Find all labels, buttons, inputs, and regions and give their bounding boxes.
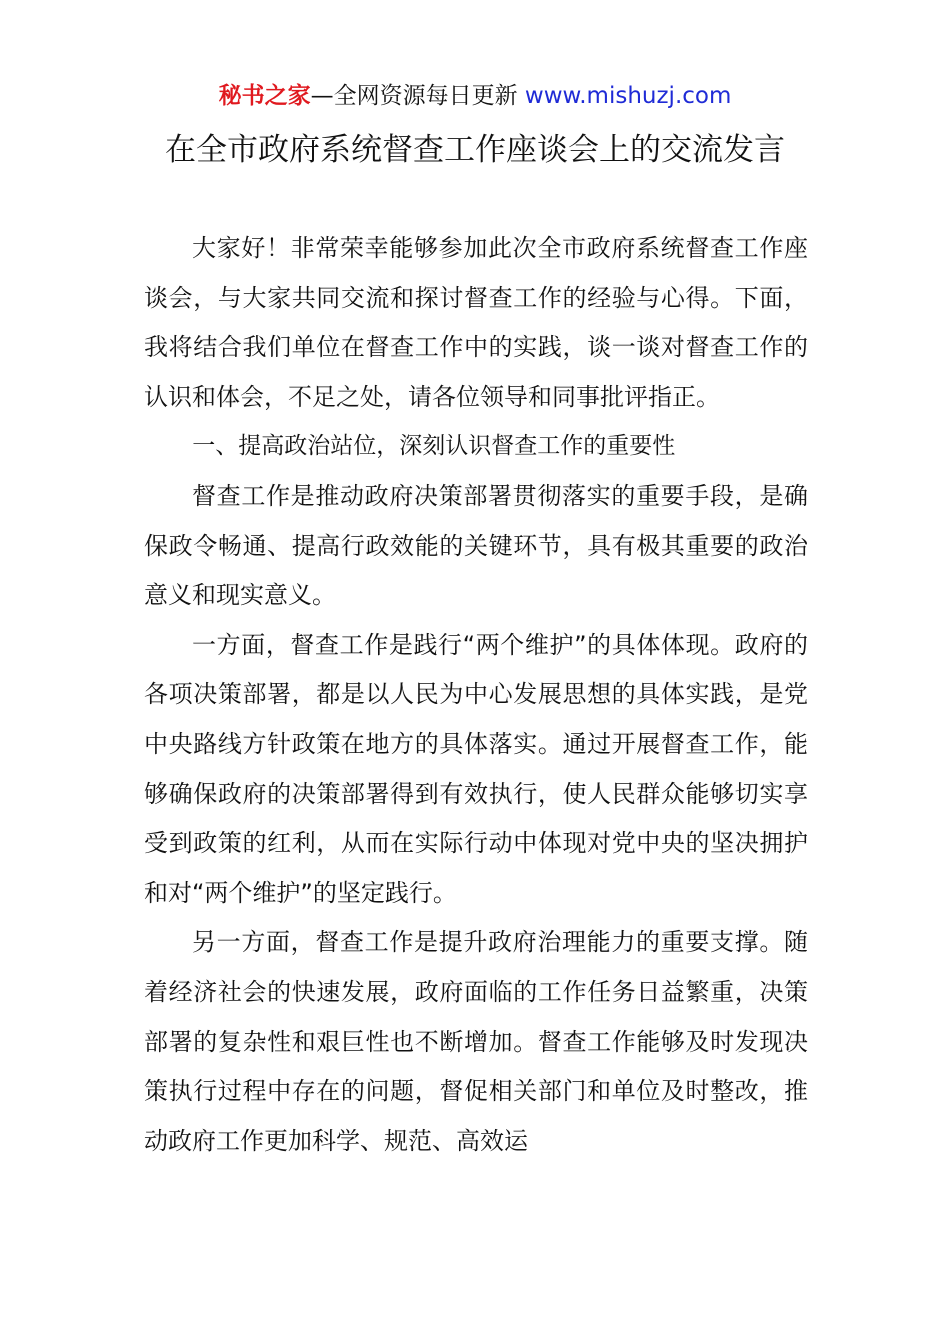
site-tagline: —全网资源每日更新 — [310, 83, 518, 109]
document-body — [144, 224, 808, 1166]
document-title: 在全市政府系统督查工作座谈会上的交流发言 — [165, 132, 785, 168]
paragraph-intro: 大家好！非常荣幸能够参加此次全市政府系统督查工作座谈会，与大家共同交流和探讨督查工作的经验与心得。下面，我将结合我们单位在督查工作中的实践，谈一谈对督查工作的认识和体会，不足之处，请各位领导和同事批评指正。 — [144, 234, 808, 411]
paragraph-importance: 督查工作是推动政府决策部署贯彻落实的重要手段，是确保政令畅通、提高行政效能的关键环节，具有极其重要的政治意义和现实意义。 — [144, 481, 808, 610]
site-url-link[interactable]: www.mishuzj.com — [524, 83, 732, 109]
site-header — [0, 80, 950, 112]
paragraph-first-aspect: 一方面，督查工作是践行“两个维护”的具体体现。政府的各项决策部署，都是以人民为中心发展思想的具体实践，是党中央路线方针政策在地方的具体落实。通过开展督查工作，能够确保政府的决策部署得到有效执行，使人民群众能够切实享受到政策的红利，从而在实际行动中体现对党中央的坚决拥护和对“两个维护”的坚定践行。 — [144, 630, 808, 907]
section-heading-1: 一、提高政治站位，深刻认识督查工作的重要性 — [192, 433, 676, 460]
site-brand: 秘书之家 — [218, 83, 311, 109]
paragraph-second-aspect: 另一方面，督查工作是提升政府治理能力的重要支撑。随着经济社会的快速发展，政府面临的工作任务日益繁重，决策部署的复杂性和艰巨性也不断增加。督查工作能够及时发现决策执行过程中存在的问题，督促相关部门和单位及时整改，推动政府工作更加科学、规范、高效运 — [144, 928, 808, 1155]
